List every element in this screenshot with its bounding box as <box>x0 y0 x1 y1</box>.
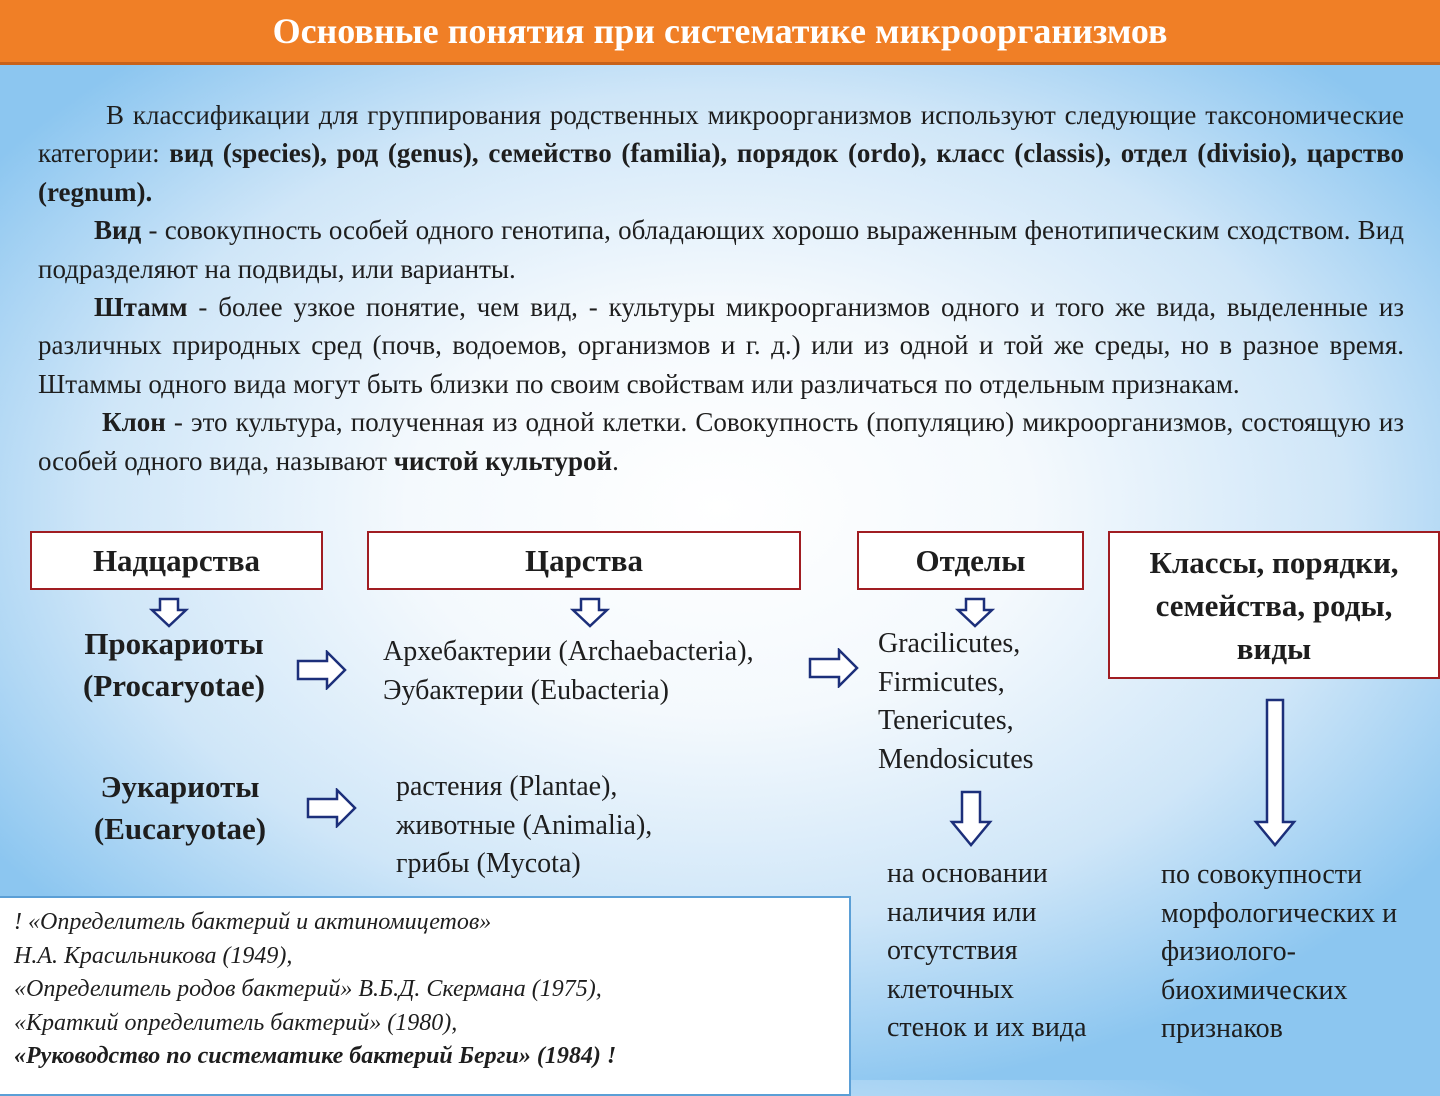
reference-item: Н.А. Красильникова (1949), <box>14 942 293 969</box>
references-box <box>0 896 851 1096</box>
division-basis-text <box>887 855 1087 1048</box>
arrow-down-icon <box>948 790 994 848</box>
arrow-right-icon <box>306 788 358 828</box>
division-mendosicutes: Mendosicutes <box>878 743 1034 775</box>
prokaryotes-label <box>60 623 288 707</box>
term-pure-culture: чистой культурой <box>393 445 613 476</box>
intro-text <box>38 96 1404 480</box>
slide-title: Основные понятия при систематике микроорганизмов <box>0 0 1440 65</box>
header-superkingdoms: Надцарства <box>30 531 323 590</box>
arrow-right-icon <box>296 650 348 690</box>
paragraph-strain <box>38 288 1404 403</box>
eukaryotes-label <box>60 766 300 850</box>
prokaryote-divisions <box>878 625 1034 779</box>
kingdom-animalia: животные (Animalia), <box>396 809 653 841</box>
paragraph-categories <box>38 96 1404 211</box>
lower-taxa-basis-text <box>1161 856 1397 1049</box>
header-lower-taxa: Классы, порядки, семейства, роды, виды <box>1108 531 1440 679</box>
clone-end: . <box>612 445 619 476</box>
eukaryote-kingdoms <box>396 768 652 884</box>
strain-definition: - более узкое понятие, чем вид, - культуры микроорганизмов одного и того же вида, выделенные из различных природных сред (почв, водоемов, организмов и г. д.) или из одной и той же среды, но в разное время. Штаммы одного вида могут быть близки по своим свойствам или различаться по отдельным признакам. <box>38 292 1404 399</box>
term-strain: Штамм <box>94 292 188 323</box>
lower-basis-line: признаков <box>1161 1013 1283 1044</box>
division-basis-line: на основании <box>887 858 1048 889</box>
eukaryotes-name: Эукариоты <box>100 769 260 804</box>
division-firmicutes: Firmicutes, <box>878 666 1005 698</box>
prokaryotes-latin: (Procaryotae) <box>83 668 265 703</box>
lower-basis-line: физиолого- <box>1161 936 1296 967</box>
categories-list: вид (species), род (genus), семейство (familia), порядок (ordo), класс (classis), отдел (divisio), царство (regnum). <box>38 138 1404 207</box>
reference-item: «Краткий определитель бактерий» (1980), <box>14 1009 458 1036</box>
prokaryotes-name: Прокариоты <box>84 626 264 661</box>
lower-basis-line: биохимических <box>1161 974 1348 1006</box>
clone-definition: - это культура, полученная из одной клетки. Совокупность (популяцию) микроорганизмов, состоящую из особей одного вида, называют <box>38 407 1404 476</box>
kingdom-mycota: грибы (Mycota) <box>396 848 581 879</box>
kingdom-plantae: растения (Plantae), <box>396 771 618 802</box>
species-definition: - совокупность особей одного генотипа, обладающих хорошо выраженным фенотипическим сходством. Вид подразделяют на подвиды, или варианты. <box>38 215 1404 284</box>
division-basis-line: наличия или <box>887 896 1037 928</box>
paragraph-species <box>38 211 1404 288</box>
arrow-down-icon <box>1252 698 1298 848</box>
lower-basis-line: морфологических и <box>1161 897 1398 929</box>
division-basis-line: отсутствия <box>887 935 1018 966</box>
arrow-down-icon <box>570 597 610 629</box>
kingdom-eubacteria: Эубактерии (Eubacteria) <box>383 674 670 706</box>
division-gracilicutes: Gracilicutes, <box>878 628 1021 659</box>
division-basis-line: клеточных <box>887 973 1015 1005</box>
paragraph-clone <box>38 403 1404 480</box>
division-tenericutes: Tenericutes, <box>878 705 1014 736</box>
lower-basis-line: по совокупности <box>1161 859 1362 890</box>
header-divisions: Отделы <box>857 531 1084 590</box>
arrow-right-icon <box>808 648 860 688</box>
term-clone: Клон <box>102 407 166 438</box>
division-basis-line: стенок и их вида <box>887 1012 1087 1043</box>
categories-text: В классификации для группирования родственных микроорганизмов используют следующие таксономические категории: <box>38 100 1404 169</box>
kingdom-archaebacteria: Архебактерии (Archaebacteria), <box>383 636 754 667</box>
term-species: Вид <box>94 215 142 246</box>
prokaryote-kingdoms <box>383 633 754 710</box>
header-kingdoms: Царства <box>367 531 801 590</box>
reference-item: ! «Определитель бактерий и актиномицетов» <box>14 909 492 935</box>
reference-item: «Определитель родов бактерий» В.Б.Д. Скермана (1975), <box>14 976 602 1002</box>
eukaryotes-latin: (Eucaryotae) <box>93 811 267 846</box>
reference-item: «Руководство по систематике бактерий Берги» (1984) ! <box>14 1043 617 1069</box>
